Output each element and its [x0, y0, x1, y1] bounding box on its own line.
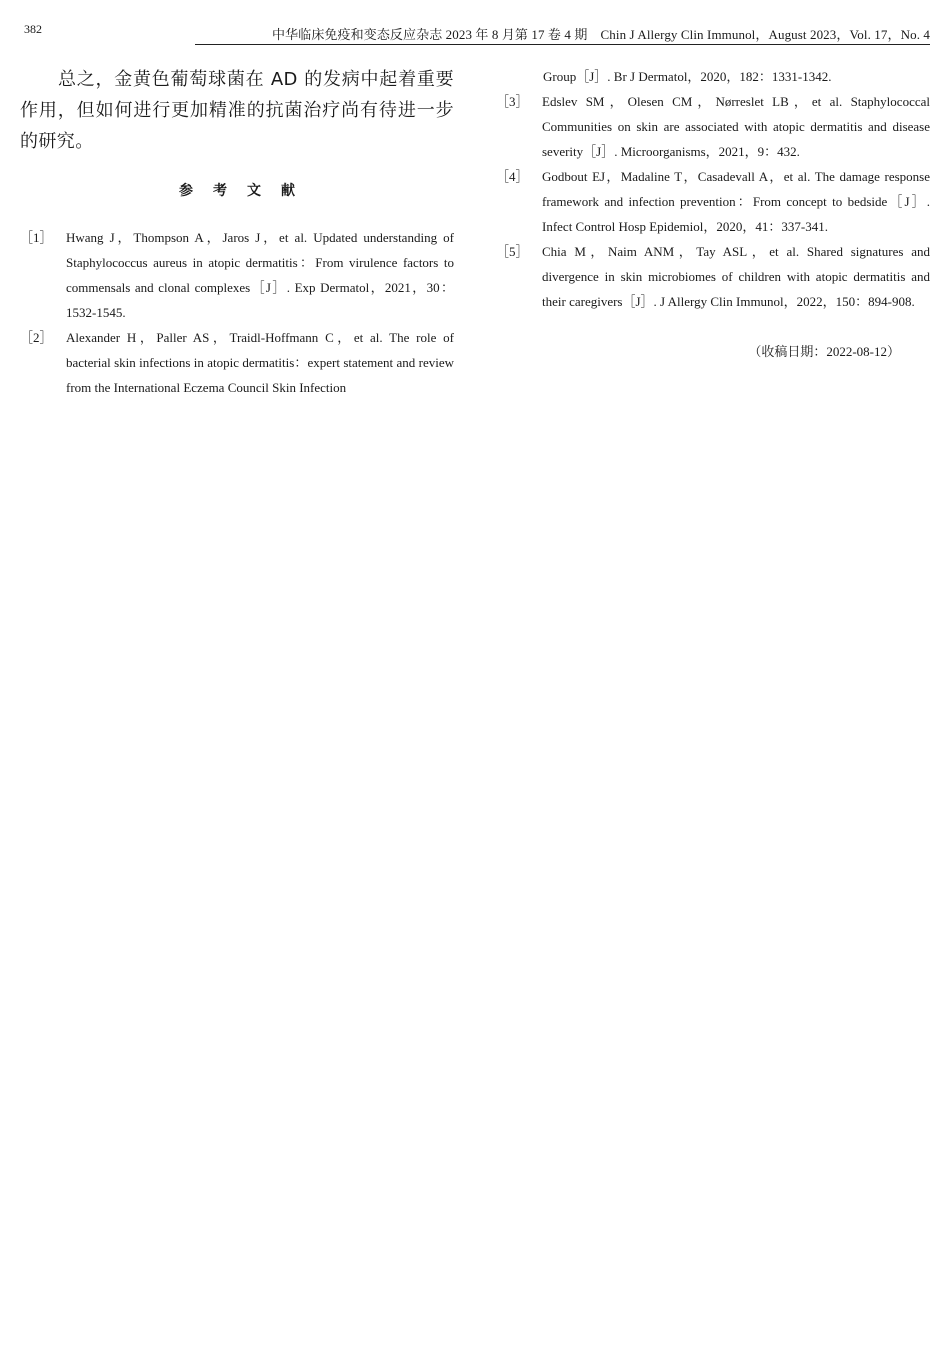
reference-continuation: Group［J］. Br J Dermatol，2020，182：1331-1342. — [543, 69, 832, 84]
reference-text: Edslev SM，Olesen CM，Nørreslet LB，et al. Staphylococcal Communities on skin are associated with atopic dermatitis and disease severity［J］. Microorganisms，2021，9：432. — [542, 94, 930, 159]
running-header: 中华临床免疫和变态反应杂志 2023 年 8 月第 17 卷 4 期 Chin J Allergy Clin Immunol，August 2023，Vol. 17，No. 4 — [195, 24, 930, 45]
left-column — [20, 64, 454, 400]
reference-item — [496, 164, 930, 239]
reference-number: ［3］ — [496, 94, 529, 109]
reference-text: Alexander H，Paller AS，Traidl-Hoffmann C，et al. The role of bacterial skin infections in atopic dermatitis：expert statement and review from the International Eczema Council Skin Infection — [66, 330, 454, 395]
received-date: （收稿日期：2022-08-12） — [748, 344, 900, 359]
page-number: 382 — [24, 22, 42, 36]
reference-number: ［5］ — [496, 244, 529, 259]
reference-list-left — [20, 225, 454, 400]
reference-number: ［4］ — [496, 169, 529, 184]
reference-text: Godbout EJ，Madaline T，Casadevall A，et al. The damage response framework and infection prevention：From concept to bedside［J］. Infect Control Hosp Epidemiol，2020，41：337-341. — [542, 169, 930, 234]
reference-number: ［1］ — [20, 230, 53, 245]
right-column — [496, 64, 930, 360]
references-heading: 参考文献 — [179, 183, 315, 199]
reference-list-right — [496, 89, 930, 314]
reference-item — [496, 239, 930, 314]
reference-text: Chia M，Naim ANM，Tay ASL，et al. Shared signatures and divergence in skin microbiomes of children with atopic dermatitis and their caregivers［J］. J Allergy Clin Immunol，2022，150：894-908. — [542, 244, 930, 309]
reference-item — [496, 89, 930, 164]
reference-item — [20, 325, 454, 400]
reference-item — [20, 225, 454, 325]
conclusion-paragraph: 总之，金黄色葡萄球菌在 AD 的发病中起着重要作用，但如何进行更加精准的抗菌治疗尚有待进一步的研究。 — [20, 69, 454, 152]
reference-number: ［2］ — [20, 330, 53, 345]
reference-text: Hwang J，Thompson A，Jaros J，et al. Updated understanding of Staphylococcus aureus in atopic dermatitis：From virulence factors to commensals and clonal complexes［J］. Exp Dermatol，2021，30：1532-1545. — [66, 230, 454, 320]
